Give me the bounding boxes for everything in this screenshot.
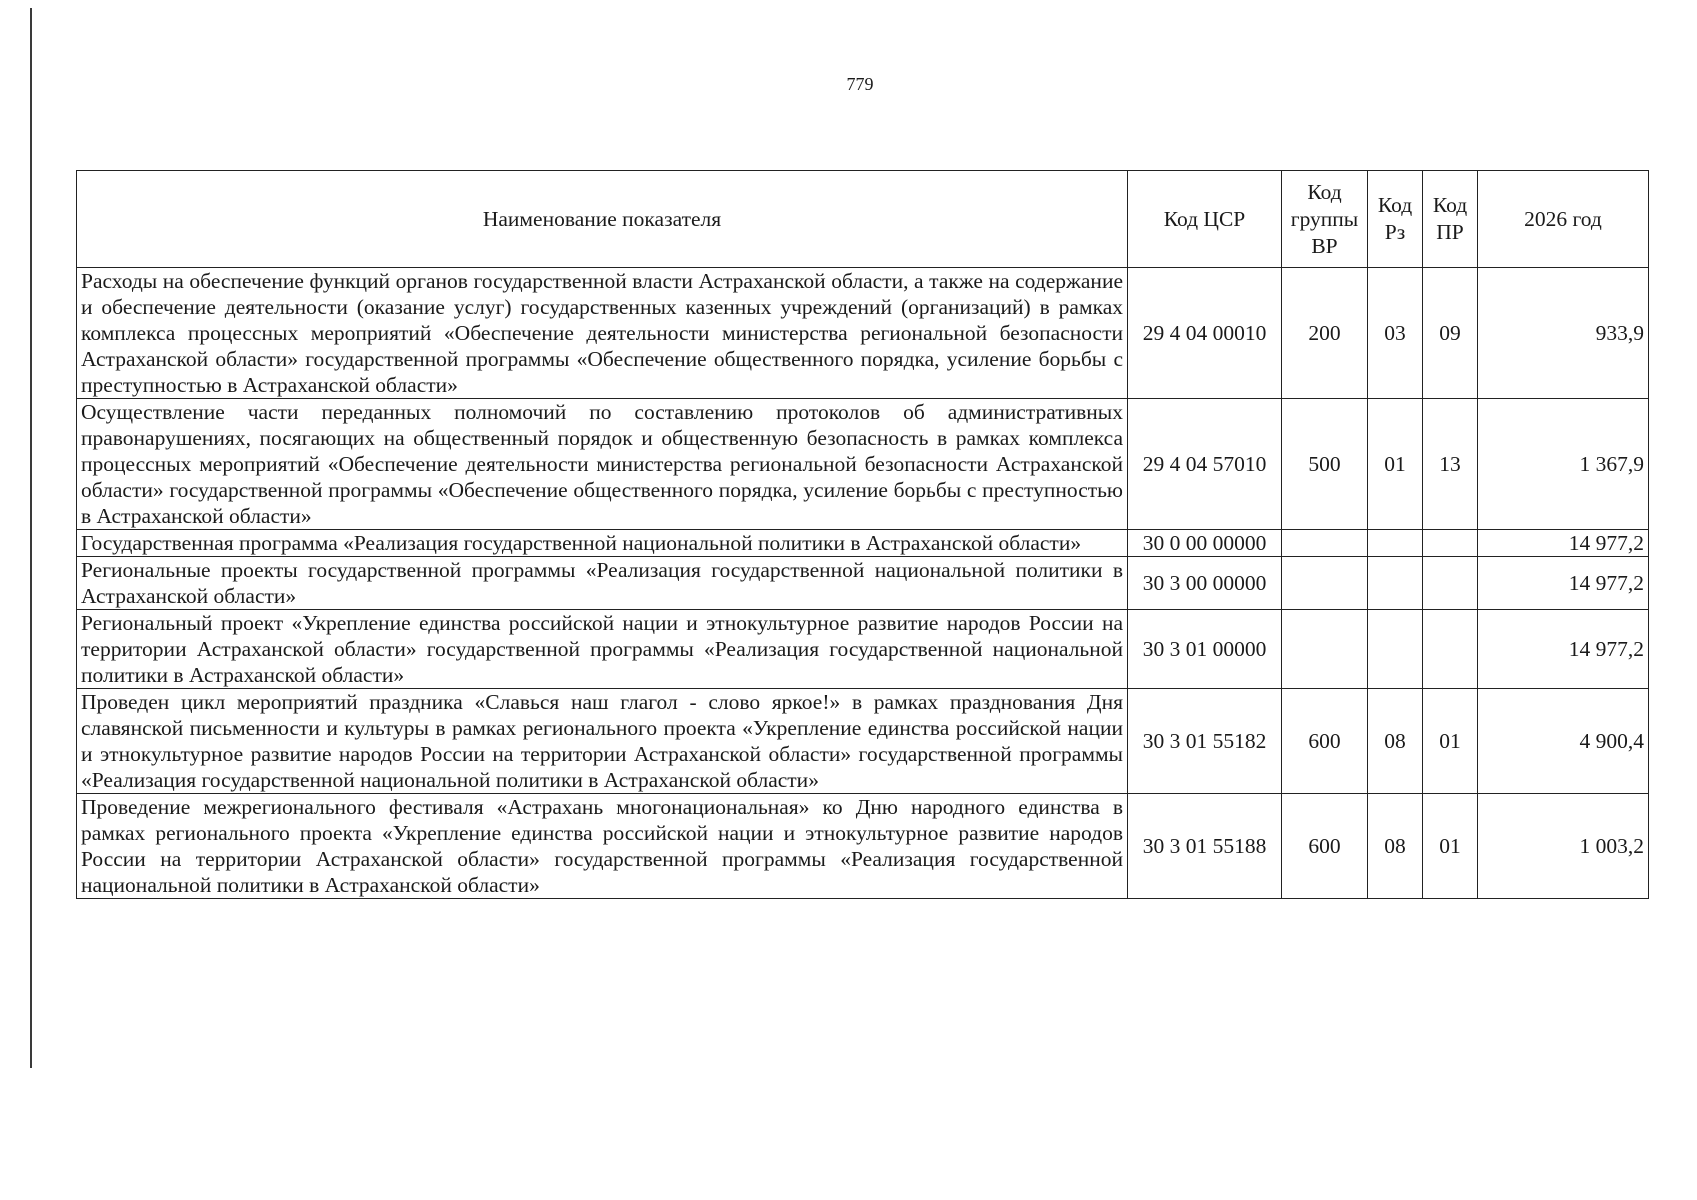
row-pr-code: 01 [1423, 794, 1478, 899]
row-name: Региональный проект «Укрепление единства российской нации и этнокультурное развитие народов России на территории Астраханской области» государственной программы «Реализация государственной национальной политики в Астраханской области» [77, 610, 1128, 689]
row-amount: 1 003,2 [1478, 794, 1649, 899]
header-name: Наименование показателя [77, 171, 1128, 268]
row-vr-code: 200 [1282, 268, 1368, 399]
header-rz-code: Код Рз [1368, 171, 1423, 268]
header-vr-code: Код группы ВР [1282, 171, 1368, 268]
header-pr-code: Код ПР [1423, 171, 1478, 268]
header-row [77, 171, 1649, 268]
row-vr-code [1282, 610, 1368, 689]
row-rz-code [1368, 610, 1423, 689]
row-vr-code [1282, 530, 1368, 557]
row-pr-code: 01 [1423, 689, 1478, 794]
row-vr-code: 600 [1282, 689, 1368, 794]
row-name: Проведен цикл мероприятий праздника «Славься наш глагол - слово яркое!» в рамках празднования Дня славянской письменности и культуры в рамках регионального проекта «Укрепление единства российской нации и этнокультурное развитие народов России на территории Астраханской области» государственной программы «Реализация государственной национальной политики в Астраханской области» [77, 689, 1128, 794]
row-amount: 14 977,2 [1478, 610, 1649, 689]
row-csr-code: 30 3 00 00000 [1128, 557, 1282, 610]
table-header [77, 171, 1649, 268]
budget-table [76, 170, 1649, 899]
page-number: 779 [846, 74, 874, 94]
table-row [77, 794, 1649, 899]
table-row [77, 530, 1649, 557]
row-csr-code: 30 3 01 55188 [1128, 794, 1282, 899]
row-rz-code: 03 [1368, 268, 1423, 399]
table-row [77, 610, 1649, 689]
row-name: Государственная программа «Реализация государственной национальной политики в Астраханской области» [77, 530, 1128, 557]
row-csr-code: 30 3 01 55182 [1128, 689, 1282, 794]
row-amount: 1 367,9 [1478, 399, 1649, 530]
table-row [77, 399, 1649, 530]
header-csr-code: Код ЦСР [1128, 171, 1282, 268]
row-pr-code [1423, 557, 1478, 610]
row-rz-code: 08 [1368, 794, 1423, 899]
row-csr-code: 29 4 04 57010 [1128, 399, 1282, 530]
row-amount: 933,9 [1478, 268, 1649, 399]
row-pr-code: 09 [1423, 268, 1478, 399]
table-body [77, 268, 1649, 899]
row-vr-code [1282, 557, 1368, 610]
table-row [77, 689, 1649, 794]
table-row [77, 268, 1649, 399]
row-name: Проведение межрегионального фестиваля «Астрахань многонациональная» ко Дню народного единства в рамках регионального проекта «Укрепление единства российской нации и этнокультурное развитие народов России на территории Астраханской области» государственной программы «Реализация государственной национальной политики в Астраханской области» [77, 794, 1128, 899]
row-csr-code: 30 3 01 00000 [1128, 610, 1282, 689]
header-year-2026: 2026 год [1478, 171, 1649, 268]
row-rz-code: 01 [1368, 399, 1423, 530]
row-csr-code: 30 0 00 00000 [1128, 530, 1282, 557]
row-pr-code [1423, 610, 1478, 689]
binding-margin-line [30, 8, 32, 1068]
row-rz-code [1368, 557, 1423, 610]
row-rz-code [1368, 530, 1423, 557]
row-amount: 4 900,4 [1478, 689, 1649, 794]
row-pr-code [1423, 530, 1478, 557]
row-pr-code: 13 [1423, 399, 1478, 530]
row-amount: 14 977,2 [1478, 557, 1649, 610]
row-name: Осуществление части переданных полномочий по составлению протоколов об административных правонарушениях, посягающих на общественный порядок и общественную безопасность в рамках комплекса процессных мероприятий «Обеспечение деятельности министерства региональной безопасности Астраханской области» государственной программы «Обеспечение общественного порядка, усиление борьбы с преступностью в Астраханской области» [77, 399, 1128, 530]
row-name: Расходы на обеспечение функций органов государственной власти Астраханской области, а также на содержание и обеспечение деятельности (оказание услуг) государственных казенных учреждений (организаций) в рамках комплекса процессных мероприятий «Обеспечение деятельности министерства региональной безопасности Астраханской области» государственной программы «Обеспечение общественного порядка, усиление борьбы с преступностью в Астраханской области» [77, 268, 1128, 399]
row-vr-code: 500 [1282, 399, 1368, 530]
row-name: Региональные проекты государственной программы «Реализация государственной национальной политики в Астраханской области» [77, 557, 1128, 610]
row-csr-code: 29 4 04 00010 [1128, 268, 1282, 399]
row-rz-code: 08 [1368, 689, 1423, 794]
row-vr-code: 600 [1282, 794, 1368, 899]
row-amount: 14 977,2 [1478, 530, 1649, 557]
table-row [77, 557, 1649, 610]
